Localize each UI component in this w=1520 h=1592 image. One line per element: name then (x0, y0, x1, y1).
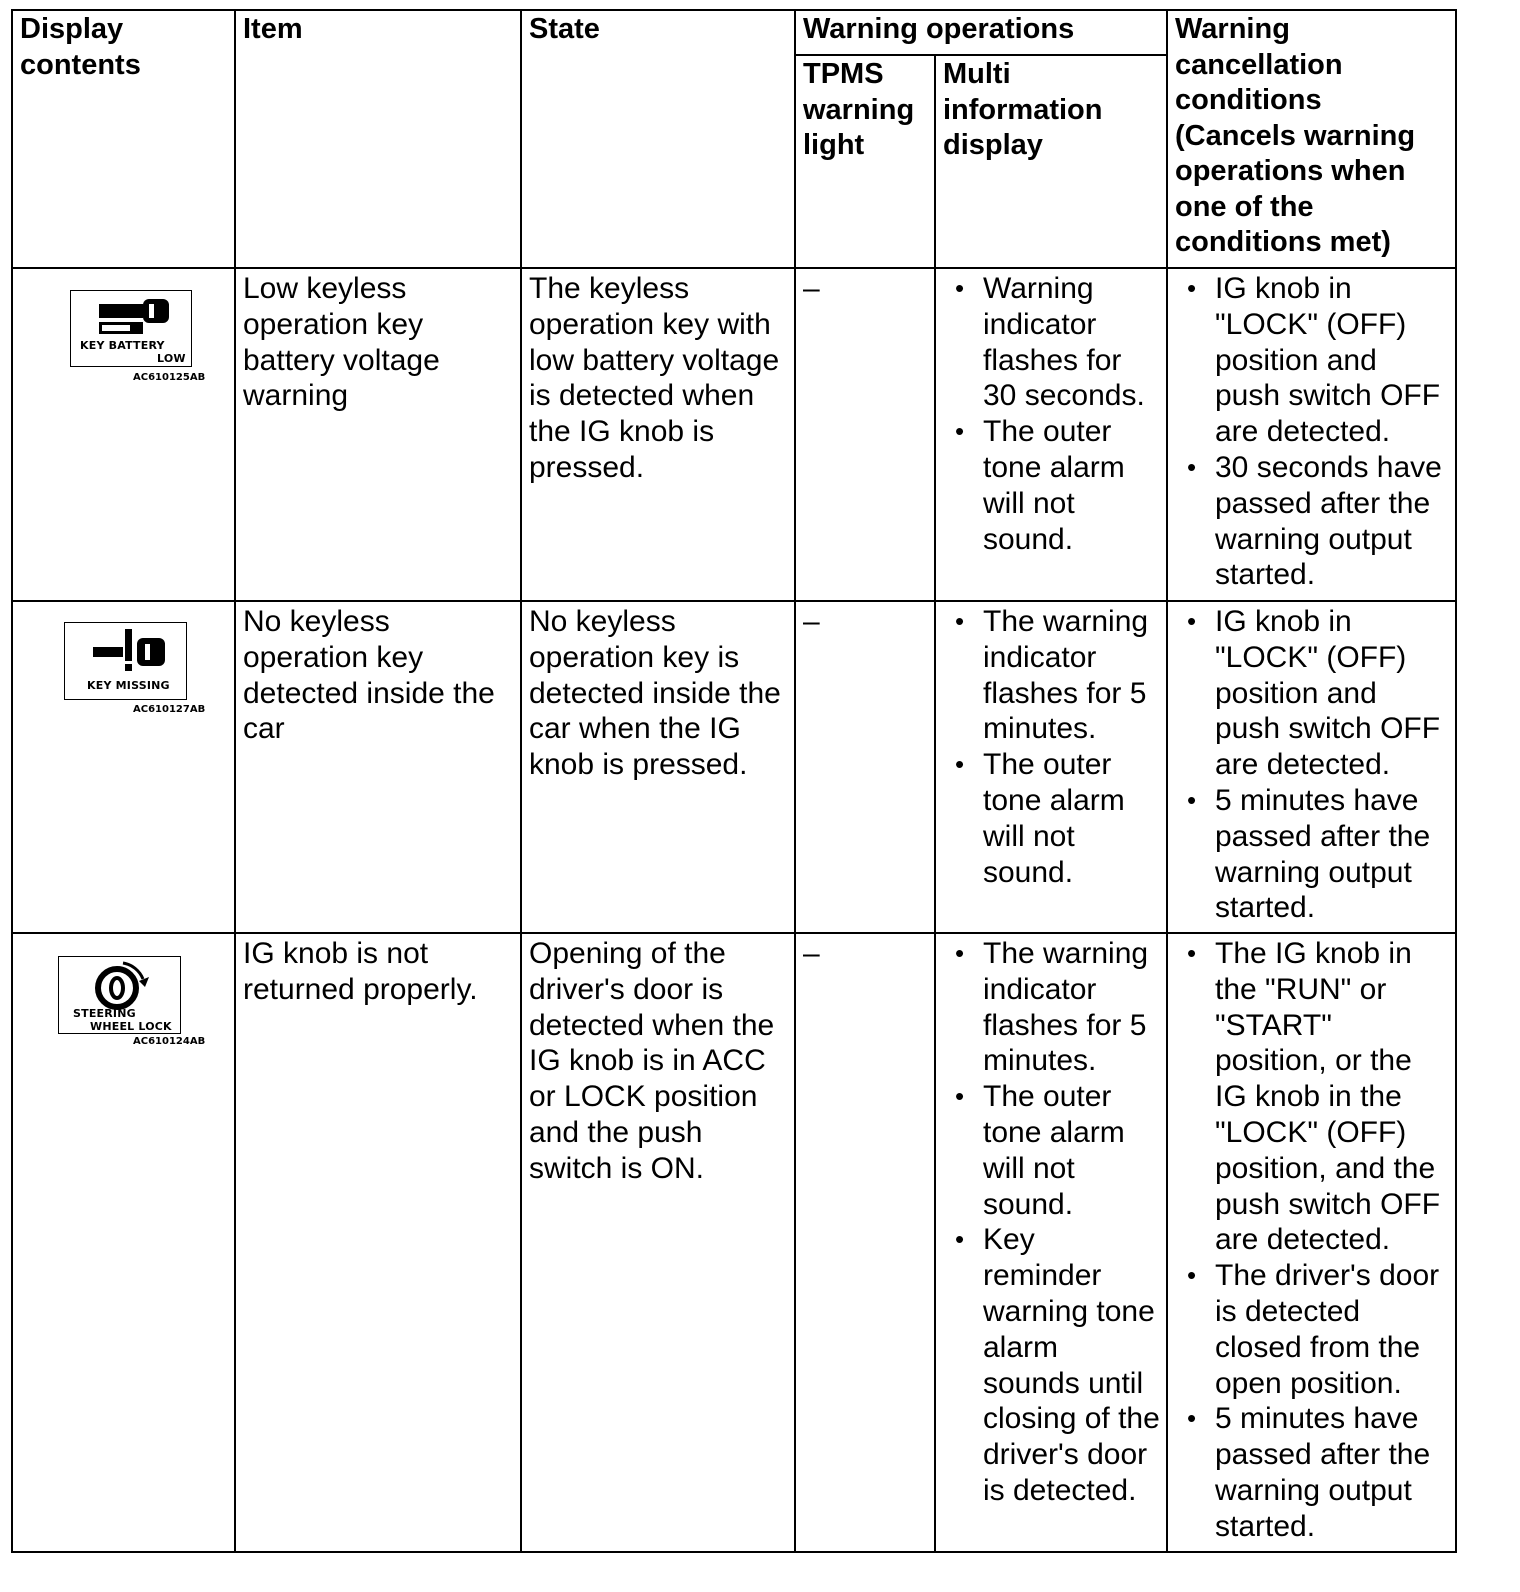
list-item: • 30 seconds have passed after the warning output started. (1175, 450, 1449, 593)
table-row (12, 268, 1456, 601)
item-cell: IG knob is not returned properly. (235, 933, 521, 1552)
cancel-list (1175, 936, 1449, 1545)
list-item: • The outer tone alarm will not sound. (943, 414, 1160, 557)
cancel-cell (1167, 933, 1456, 1552)
state-cell: The keyless operation key with low battery voltage is detected when the IG knob is pressed. (521, 268, 795, 601)
tpms-cell (795, 601, 935, 933)
display-contents-cell (12, 268, 235, 601)
list-item: • The outer tone alarm will not sound. (943, 1079, 1160, 1222)
display-contents-cell (12, 601, 235, 933)
list-item: • The warning indicator flashes for 5 minutes. (943, 604, 1160, 747)
display-cell (935, 601, 1167, 933)
cancel-list (1175, 271, 1449, 593)
header-item: Item (235, 10, 521, 268)
icon-code: AC610127AB (133, 704, 206, 715)
item-cell: No keyless operation key detected inside the car (235, 601, 521, 933)
display-cell (935, 933, 1167, 1552)
header-row (12, 10, 1456, 55)
display-list (943, 604, 1160, 890)
tpms-value: – (803, 605, 820, 638)
key-battery-low-icon (70, 290, 192, 367)
header-multi-information-display: Multi information display (935, 55, 1167, 268)
list-item: • The IG knob in the "RUN" or "START" position, or the IG knob in the "LOCK" (OFF) position, and the push switch OFF are detected. (1175, 936, 1449, 1258)
icon-caption: STEERING (73, 1007, 136, 1020)
display-list (943, 271, 1160, 557)
tpms-cell (795, 933, 935, 1552)
state-cell: Opening of the driver's door is detected when the IG knob is in ACC or LOCK position and the push switch is ON. (521, 933, 795, 1552)
tpms-value: – (803, 937, 820, 970)
list-item: • The warning indicator flashes for 5 minutes. (943, 936, 1160, 1079)
icon-code: AC610124AB (133, 1036, 206, 1047)
icon-caption: LOW (157, 352, 186, 365)
icon-code: AC610125AB (133, 372, 206, 383)
icon-caption: WHEEL LOCK (90, 1020, 172, 1033)
key-missing-icon (64, 622, 187, 700)
steering-wheel-lock-icon (58, 956, 181, 1034)
item-cell: Low keyless operation key battery voltage warning (235, 268, 521, 601)
header-tpms-warning-light: TPMS warning light (795, 55, 935, 268)
list-item: • 5 minutes have passed after the warning output started. (1175, 783, 1449, 926)
warning-spec-table (11, 9, 1457, 1553)
table-row (12, 933, 1456, 1552)
tpms-value: – (803, 272, 820, 305)
list-item: • The driver's door is detected closed from the open position. (1175, 1258, 1449, 1401)
cancel-cell (1167, 268, 1456, 601)
list-item: • Key reminder warning tone alarm sounds until closing of the driver's door is detected. (943, 1222, 1160, 1508)
list-item: • Warning indicator flashes for 30 seconds. (943, 271, 1160, 414)
icon-caption: KEY MISSING (87, 679, 170, 692)
display-list (943, 936, 1160, 1509)
header-state: State (521, 10, 795, 268)
header-warning-operations: Warning operations (795, 10, 1167, 55)
tpms-cell (795, 268, 935, 601)
icon-caption: KEY BATTERY (80, 339, 165, 352)
state-cell: No keyless operation key is detected inside the car when the IG knob is pressed. (521, 601, 795, 933)
display-contents-cell (12, 933, 235, 1552)
list-item: • IG knob in "LOCK" (OFF) position and push switch OFF are detected. (1175, 271, 1449, 450)
list-item: • 5 minutes have passed after the warning output started. (1175, 1401, 1449, 1544)
header-display-contents: Display contents (12, 10, 235, 268)
table-row (12, 601, 1456, 933)
display-cell (935, 268, 1167, 601)
list-item: • IG knob in "LOCK" (OFF) position and push switch OFF are detected. (1175, 604, 1449, 783)
cancel-cell (1167, 601, 1456, 933)
cancel-list (1175, 604, 1449, 926)
header-warning-cancellation-conditions: Warning cancellation conditions (Cancels warning operations when one of the conditions met) (1167, 10, 1456, 268)
list-item: • The outer tone alarm will not sound. (943, 747, 1160, 890)
